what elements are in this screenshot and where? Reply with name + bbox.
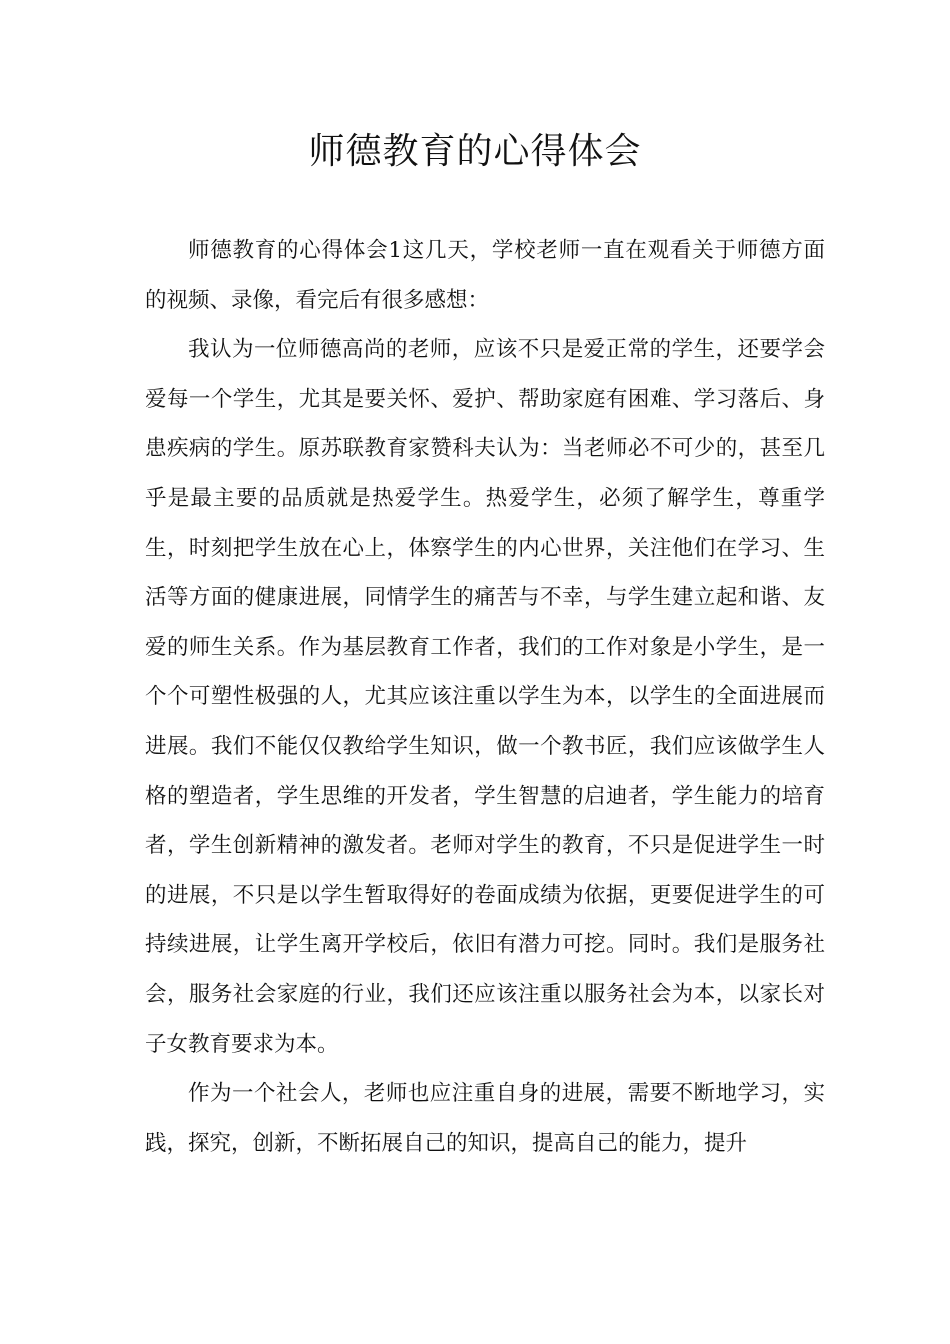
paragraph-love-students: 我认为一位师德高尚的老师，应该不只是爱正常的学生，还要学会爱每一个学生，尤其是要关怀、爱护、帮助家庭有困难、学习落后、身患疾病的学生。原苏联教育家赞科夫认为：当老师必不可少的，甚至几乎是最主要的品质就是热爱学生。热爱学生，必须了解学生，尊重学生，时刻把学生放在心上，体察学生的内心世界，关注他们在学习、生活等方面的健康进展，同情学生的痛苦与不幸，与学生建立起和谐、友爱的师生关系。作为基层教育工作者，我们的工作对象是小学生，是一个个可塑性极强的人，尤其应该注重以学生为本，以学生的全面进展而进展。我们不能仅仅教给学生知识，做一个教书匠，我们应该做学生人格的塑造者，学生思维的开发者，学生智慧的启迪者，学生能力的培育者，学生创新精神的激发者。老师对学生的教育，不只是促进学生一时的进展，不只是以学生暂取得好的卷面成绩为依据，更要促进学生的可持续进展，让学生离开学校后，依旧有潜力可挖。同时。我们是服务社会，服务社会家庭的行业，我们还应该注重以服务社会为本，以家长对子女教育要求为本。 — [145, 337, 825, 1057]
page-title: 师德教育的心得体会 — [308, 131, 642, 172]
paragraph-self-development: 作为一个社会人，老师也应注重自身的进展，需要不断地学习，实践，探究，创新，不断拓展自己的知识，提高自己的能力，提升 — [145, 1081, 825, 1156]
paragraph-intro: 师德教育的心得体会1这几天，学校老师一直在观看关于师德方面的视频、录像，看完后有很多感想： — [145, 238, 825, 313]
document-body — [145, 226, 825, 1168]
